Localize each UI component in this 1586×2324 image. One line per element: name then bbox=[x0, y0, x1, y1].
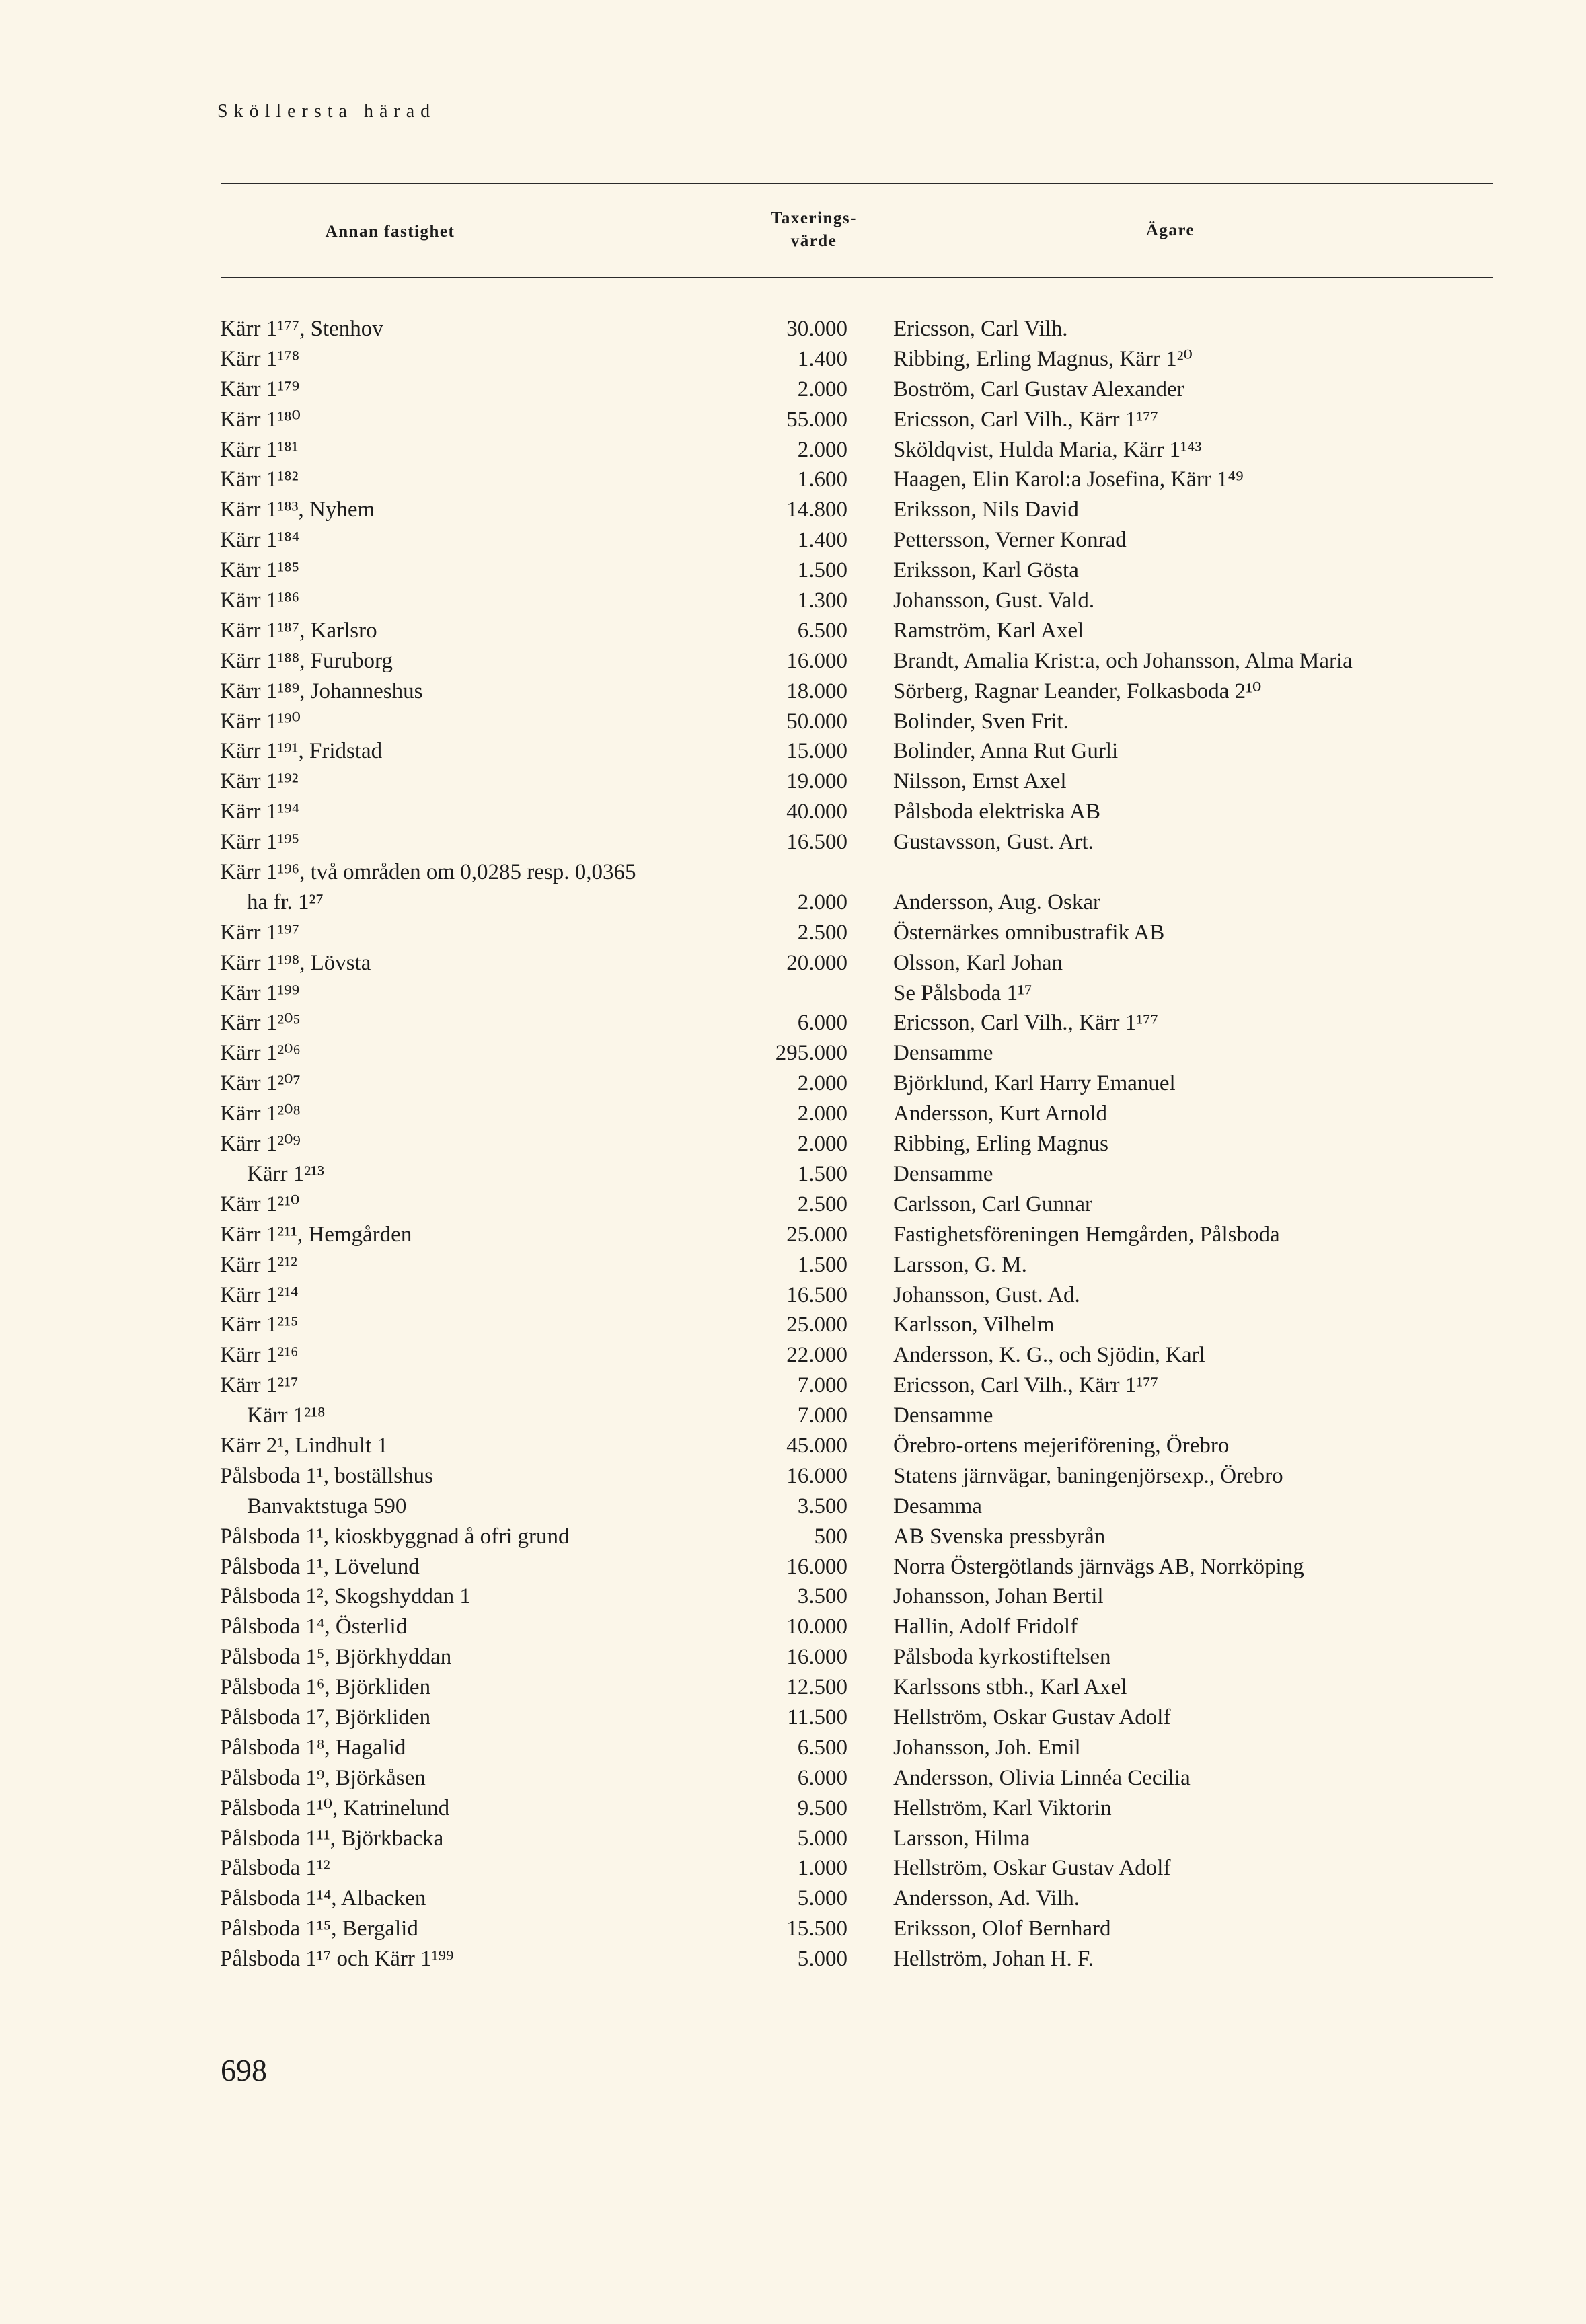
table-row bbox=[0, 1431, 1586, 1461]
value-cell: 6.500 bbox=[797, 1735, 847, 1760]
value-cell: 12.500 bbox=[786, 1675, 847, 1700]
owner-cell: Östernärkes omnibustrafik AB bbox=[893, 920, 1165, 945]
property-cell: Kärr 1¹⁷⁹ bbox=[220, 377, 300, 401]
property-cell: Kärr 1²¹⁰ bbox=[220, 1192, 300, 1216]
value-cell: 1.400 bbox=[797, 528, 847, 553]
table-row bbox=[0, 525, 1586, 555]
value-cell: 9.500 bbox=[797, 1795, 847, 1820]
table-row bbox=[0, 586, 1586, 616]
owner-cell: Pettersson, Verner Konrad bbox=[893, 528, 1127, 553]
property-cell: Kärr 1²¹² bbox=[220, 1252, 297, 1277]
value-cell: 7.000 bbox=[797, 1373, 847, 1398]
table-row bbox=[0, 1582, 1586, 1612]
property-cell: Banvaktstuga 590 bbox=[247, 1494, 407, 1518]
property-cell: Pålsboda 1¹, Lövelund bbox=[220, 1554, 420, 1579]
value-cell: 16.500 bbox=[786, 830, 847, 855]
property-cell: Kärr 1²⁰⁷ bbox=[220, 1071, 301, 1096]
property-cell: Kärr 1²¹¹, Hemgården bbox=[220, 1222, 412, 1247]
value-cell: 15.000 bbox=[786, 739, 847, 764]
owner-cell: Ribbing, Erling Magnus bbox=[893, 1132, 1108, 1157]
table-row bbox=[0, 465, 1586, 495]
property-cell: Kärr 1¹⁸³, Nyhem bbox=[220, 498, 375, 522]
column-header-value bbox=[733, 207, 895, 253]
value-cell: 1.500 bbox=[797, 1252, 847, 1277]
column-header-value-line1: Taxerings- bbox=[771, 209, 857, 227]
table-row bbox=[0, 1190, 1586, 1220]
property-cell: Kärr 1²⁰⁵ bbox=[220, 1011, 301, 1036]
property-cell: Kärr 1²⁰⁶ bbox=[220, 1041, 301, 1066]
table-row bbox=[0, 1853, 1586, 1884]
property-cell: Kärr 1¹⁹⁷ bbox=[220, 920, 300, 945]
property-cell: Kärr 1¹⁸⁹, Johanneshus bbox=[220, 679, 423, 703]
owner-cell: Se Pålsboda 1¹⁷ bbox=[893, 980, 1032, 1005]
table-row bbox=[0, 1310, 1586, 1340]
value-cell: 6.000 bbox=[797, 1011, 847, 1036]
value-cell: 6.500 bbox=[797, 618, 847, 643]
owner-cell: Larsson, G. M. bbox=[893, 1252, 1027, 1277]
value-cell: 7.000 bbox=[797, 1403, 847, 1428]
owner-cell: Hallin, Adolf Fridolf bbox=[893, 1615, 1078, 1639]
value-cell: 2.000 bbox=[797, 1101, 847, 1126]
value-cell: 16.000 bbox=[786, 648, 847, 673]
property-cell: Kärr 1¹⁹⁶, två områden om 0,0285 resp. 0,0365 bbox=[220, 860, 636, 885]
property-cell: Pålsboda 1¹, kioskbyggnad å ofri grund bbox=[220, 1524, 570, 1549]
property-cell: Kärr 1²¹³ bbox=[247, 1161, 324, 1186]
value-cell: 45.000 bbox=[786, 1433, 847, 1458]
owner-cell: Carlsson, Carl Gunnar bbox=[893, 1192, 1093, 1216]
owner-cell: Densamme bbox=[893, 1041, 993, 1066]
property-cell: Pålsboda 1⁵, Björkhyddan bbox=[220, 1645, 452, 1670]
owner-cell: Andersson, Kurt Arnold bbox=[893, 1101, 1108, 1126]
table-row bbox=[0, 646, 1586, 676]
value-cell: 5.000 bbox=[797, 1947, 847, 1972]
owner-cell: Ericsson, Carl Vilh. bbox=[893, 317, 1068, 341]
value-cell: 5.000 bbox=[797, 1826, 847, 1851]
owner-cell: Fastighetsföreningen Hemgården, Pålsboda bbox=[893, 1222, 1280, 1247]
table-row bbox=[0, 1220, 1586, 1250]
property-cell: Pålsboda 1¹⁵, Bergalid bbox=[220, 1916, 418, 1941]
value-cell: 20.000 bbox=[786, 950, 847, 975]
property-cell: Kärr 1¹⁸⁷, Karlsro bbox=[220, 618, 377, 643]
owner-cell: Eriksson, Nils David bbox=[893, 498, 1079, 522]
owner-cell: Ericsson, Carl Vilh., Kärr 1¹⁷⁷ bbox=[893, 1011, 1159, 1036]
owner-cell: Ramström, Karl Axel bbox=[893, 618, 1084, 643]
table-row bbox=[0, 344, 1586, 375]
table-row bbox=[0, 1159, 1586, 1190]
table-row bbox=[0, 1944, 1586, 1974]
column-header-value-line2: värde bbox=[790, 232, 837, 250]
table-row bbox=[0, 1552, 1586, 1582]
table-row bbox=[0, 1099, 1586, 1129]
table-row bbox=[0, 948, 1586, 978]
header-bottom-rule bbox=[221, 277, 1493, 278]
value-cell: 3.500 bbox=[797, 1494, 847, 1518]
value-cell: 22.000 bbox=[786, 1343, 847, 1368]
value-cell: 2.000 bbox=[797, 890, 847, 915]
table-row bbox=[0, 736, 1586, 767]
table-row bbox=[0, 1038, 1586, 1069]
owner-cell: Bolinder, Anna Rut Gurli bbox=[893, 739, 1119, 764]
owner-cell: Johansson, Joh. Emil bbox=[893, 1735, 1081, 1760]
owner-cell: AB Svenska pressbyrån bbox=[893, 1524, 1106, 1549]
owner-cell: Hellström, Johan H. F. bbox=[893, 1947, 1094, 1972]
owner-cell: Karlssons stbh., Karl Axel bbox=[893, 1675, 1127, 1700]
table-row bbox=[0, 1733, 1586, 1763]
column-header-property: Annan fastighet bbox=[325, 223, 455, 241]
header-top-rule bbox=[221, 183, 1493, 184]
property-cell: Kärr 1²¹⁸ bbox=[247, 1403, 326, 1428]
value-cell: 1.300 bbox=[797, 588, 847, 613]
table-row bbox=[0, 1250, 1586, 1280]
property-cell: Kärr 1²⁰⁹ bbox=[220, 1132, 301, 1157]
property-cell: Pålsboda 1¹¹, Björkbacka bbox=[220, 1826, 444, 1851]
table-row bbox=[0, 375, 1586, 405]
owner-cell: Pålsboda kyrkostiftelsen bbox=[893, 1645, 1111, 1670]
table-row bbox=[0, 1884, 1586, 1914]
value-cell: 2.500 bbox=[797, 920, 847, 945]
property-cell: Kärr 1²¹⁵ bbox=[220, 1313, 299, 1338]
property-cell: Kärr 1¹⁷⁷, Stenhov bbox=[220, 317, 383, 341]
owner-cell: Andersson, Aug. Oskar bbox=[893, 890, 1100, 915]
table-row bbox=[0, 1522, 1586, 1552]
value-cell: 1.500 bbox=[797, 1161, 847, 1186]
table-row bbox=[0, 888, 1586, 918]
table-row bbox=[0, 676, 1586, 707]
property-cell: Pålsboda 1⁷, Björkliden bbox=[220, 1705, 431, 1730]
value-cell: 3.500 bbox=[797, 1584, 847, 1609]
owner-cell: Örebro-ortens mejeriförening, Örebro bbox=[893, 1433, 1230, 1458]
value-cell: 295.000 bbox=[775, 1041, 847, 1066]
owner-cell: Hellström, Oskar Gustav Adolf bbox=[893, 1856, 1171, 1881]
table-row bbox=[0, 1129, 1586, 1159]
table-row bbox=[0, 767, 1586, 797]
owner-cell: Hellström, Karl Viktorin bbox=[893, 1795, 1112, 1820]
property-cell: Pålsboda 1¹⁴, Albacken bbox=[220, 1886, 426, 1911]
value-cell: 25.000 bbox=[786, 1222, 847, 1247]
table-row bbox=[0, 1763, 1586, 1793]
value-cell: 2.000 bbox=[797, 1132, 847, 1157]
table-row bbox=[0, 1793, 1586, 1824]
owner-cell: Desamma bbox=[893, 1494, 982, 1518]
owner-cell: Bolinder, Sven Frit. bbox=[893, 709, 1069, 734]
owner-cell: Hellström, Oskar Gustav Adolf bbox=[893, 1705, 1171, 1730]
property-cell: Kärr 1¹⁹⁸, Lövsta bbox=[220, 950, 371, 975]
property-cell: Kärr 1¹⁸⁸, Furuborg bbox=[220, 648, 393, 673]
owner-cell: Johansson, Gust. Ad. bbox=[893, 1282, 1080, 1307]
owner-cell: Eriksson, Karl Gösta bbox=[893, 558, 1079, 583]
value-cell: 25.000 bbox=[786, 1313, 847, 1338]
property-cell: Kärr 1¹⁹⁹ bbox=[220, 980, 300, 1005]
table-row bbox=[0, 1642, 1586, 1672]
table-row bbox=[0, 707, 1586, 737]
property-cell: Pålsboda 1¹⁰, Katrinelund bbox=[220, 1795, 450, 1820]
table-row bbox=[0, 1703, 1586, 1733]
owner-cell: Gustavsson, Gust. Art. bbox=[893, 830, 1094, 855]
owner-cell: Andersson, Olivia Linnéa Cecilia bbox=[893, 1765, 1191, 1790]
table-row bbox=[0, 1069, 1586, 1099]
property-cell: Kärr 1¹⁹² bbox=[220, 769, 299, 794]
value-cell: 16.000 bbox=[786, 1645, 847, 1670]
table-row bbox=[0, 405, 1586, 435]
table-row bbox=[0, 1612, 1586, 1642]
value-cell: 2.000 bbox=[797, 437, 847, 462]
owner-cell: Sörberg, Ragnar Leander, Folkasboda 2¹⁰ bbox=[893, 679, 1262, 703]
owner-cell: Björklund, Karl Harry Emanuel bbox=[893, 1071, 1176, 1096]
table-row bbox=[0, 1461, 1586, 1492]
table-row bbox=[0, 1672, 1586, 1703]
table-row bbox=[0, 1340, 1586, 1370]
value-cell: 14.800 bbox=[786, 498, 847, 522]
page-number: 698 bbox=[221, 2053, 267, 2087]
value-cell: 16.000 bbox=[786, 1554, 847, 1579]
property-cell: Kärr 1¹⁸² bbox=[220, 467, 299, 492]
table-row bbox=[0, 1280, 1586, 1311]
value-cell: 5.000 bbox=[797, 1886, 847, 1911]
table-row bbox=[0, 555, 1586, 586]
value-cell: 55.000 bbox=[786, 407, 847, 432]
property-cell: Pålsboda 1¹² bbox=[220, 1856, 330, 1881]
property-cell: Kärr 1²⁰⁸ bbox=[220, 1101, 301, 1126]
property-cell: Kärr 2¹, Lindhult 1 bbox=[220, 1433, 389, 1458]
property-cell: Kärr 1¹⁸¹ bbox=[220, 437, 299, 462]
owner-cell: Andersson, Ad. Vilh. bbox=[893, 1886, 1080, 1911]
owner-cell: Densamme bbox=[893, 1403, 993, 1428]
owner-cell: Ericsson, Carl Vilh., Kärr 1¹⁷⁷ bbox=[893, 407, 1159, 432]
property-cell: Kärr 1¹⁸⁵ bbox=[220, 558, 300, 583]
owner-cell: Densamme bbox=[893, 1161, 993, 1186]
value-cell: 10.000 bbox=[786, 1615, 847, 1639]
property-cell: Pålsboda 1¹⁷ och Kärr 1¹⁹⁹ bbox=[220, 1947, 454, 1972]
owner-cell: Haagen, Elin Karol:a Josefina, Kärr 1⁴⁹ bbox=[893, 467, 1244, 492]
table-row bbox=[0, 978, 1586, 1009]
owner-cell: Johansson, Johan Bertil bbox=[893, 1584, 1104, 1609]
owner-cell: Johansson, Gust. Vald. bbox=[893, 588, 1095, 613]
value-cell: 16.500 bbox=[786, 1282, 847, 1307]
table-row bbox=[0, 1370, 1586, 1401]
property-cell: Kärr 1¹⁹¹, Fridstad bbox=[220, 739, 383, 764]
owner-cell: Nilsson, Ernst Axel bbox=[893, 769, 1067, 794]
value-cell: 40.000 bbox=[786, 800, 847, 824]
property-cell: Pålsboda 1⁸, Hagalid bbox=[220, 1735, 406, 1760]
register-table bbox=[0, 314, 1586, 1974]
table-row bbox=[0, 797, 1586, 827]
owner-cell: Ericsson, Carl Vilh., Kärr 1¹⁷⁷ bbox=[893, 1373, 1159, 1398]
value-cell: 1.000 bbox=[797, 1856, 847, 1881]
property-cell: Pålsboda 1⁹, Björkåsen bbox=[220, 1765, 426, 1790]
owner-cell: Andersson, K. G., och Sjödin, Karl bbox=[893, 1343, 1205, 1368]
owner-cell: Larsson, Hilma bbox=[893, 1826, 1030, 1851]
value-cell: 500 bbox=[814, 1524, 847, 1549]
running-title: Sköllersta härad bbox=[217, 101, 437, 122]
value-cell: 1.400 bbox=[797, 346, 847, 371]
owner-cell: Statens järnvägar, baningenjörsexp., Örebro bbox=[893, 1463, 1283, 1488]
property-cell: Kärr 1¹⁹⁵ bbox=[220, 830, 300, 855]
property-cell: Kärr 1²¹⁷ bbox=[220, 1373, 299, 1398]
owner-cell: Eriksson, Olof Bernhard bbox=[893, 1916, 1111, 1941]
owner-cell: Boström, Carl Gustav Alexander bbox=[893, 377, 1184, 401]
table-row bbox=[0, 435, 1586, 465]
table-row bbox=[0, 827, 1586, 857]
owner-cell: Brandt, Amalia Krist:a, och Johansson, Alma Maria bbox=[893, 648, 1353, 673]
table-row bbox=[0, 1824, 1586, 1854]
value-cell: 18.000 bbox=[786, 679, 847, 703]
property-cell: Kärr 1²¹⁴ bbox=[220, 1282, 299, 1307]
table-row bbox=[0, 857, 1586, 888]
property-cell: Kärr 1¹⁷⁸ bbox=[220, 346, 300, 371]
value-cell: 1.500 bbox=[797, 558, 847, 583]
value-cell: 2.500 bbox=[797, 1192, 847, 1216]
owner-cell: Pålsboda elektriska AB bbox=[893, 800, 1100, 824]
owner-cell: Norra Östergötlands järnvägs AB, Norrköping bbox=[893, 1554, 1304, 1579]
value-cell: 1.600 bbox=[797, 467, 847, 492]
property-cell: Pålsboda 1¹, boställshus bbox=[220, 1463, 433, 1488]
table-row bbox=[0, 495, 1586, 525]
value-cell: 50.000 bbox=[786, 709, 847, 734]
property-cell: Kärr 1¹⁸⁴ bbox=[220, 528, 300, 553]
property-cell: Kärr 1¹⁸⁰ bbox=[220, 407, 301, 432]
value-cell: 15.500 bbox=[786, 1916, 847, 1941]
table-row bbox=[0, 918, 1586, 948]
value-cell: 2.000 bbox=[797, 1071, 847, 1096]
value-cell: 16.000 bbox=[786, 1463, 847, 1488]
value-cell: 19.000 bbox=[786, 769, 847, 794]
property-cell: Kärr 1¹⁹⁰ bbox=[220, 709, 301, 734]
table-row bbox=[0, 1492, 1586, 1522]
property-cell: ha fr. 1²⁷ bbox=[247, 890, 324, 915]
table-row bbox=[0, 314, 1586, 344]
property-cell: Pålsboda 1², Skogshyddan 1 bbox=[220, 1584, 471, 1609]
table-row bbox=[0, 616, 1586, 646]
value-cell: 11.500 bbox=[787, 1705, 847, 1730]
column-header-owner: Ägare bbox=[1145, 221, 1195, 239]
property-cell: Pålsboda 1⁶, Björkliden bbox=[220, 1675, 431, 1700]
table-row bbox=[0, 1401, 1586, 1431]
value-cell: 2.000 bbox=[797, 377, 847, 401]
table-row bbox=[0, 1008, 1586, 1038]
property-cell: Pålsboda 1⁴, Österlid bbox=[220, 1615, 408, 1639]
value-cell: 6.000 bbox=[797, 1765, 847, 1790]
owner-cell: Ribbing, Erling Magnus, Kärr 1²⁰ bbox=[893, 346, 1193, 371]
property-cell: Kärr 1¹⁹⁴ bbox=[220, 800, 300, 824]
owner-cell: Karlsson, Vilhelm bbox=[893, 1313, 1055, 1338]
value-cell: 30.000 bbox=[786, 317, 847, 341]
owner-cell: Sköldqvist, Hulda Maria, Kärr 1¹⁴³ bbox=[893, 437, 1202, 462]
owner-cell: Olsson, Karl Johan bbox=[893, 950, 1063, 975]
property-cell: Kärr 1²¹⁶ bbox=[220, 1343, 299, 1368]
property-cell: Kärr 1¹⁸⁶ bbox=[220, 588, 300, 613]
table-row bbox=[0, 1914, 1586, 1944]
